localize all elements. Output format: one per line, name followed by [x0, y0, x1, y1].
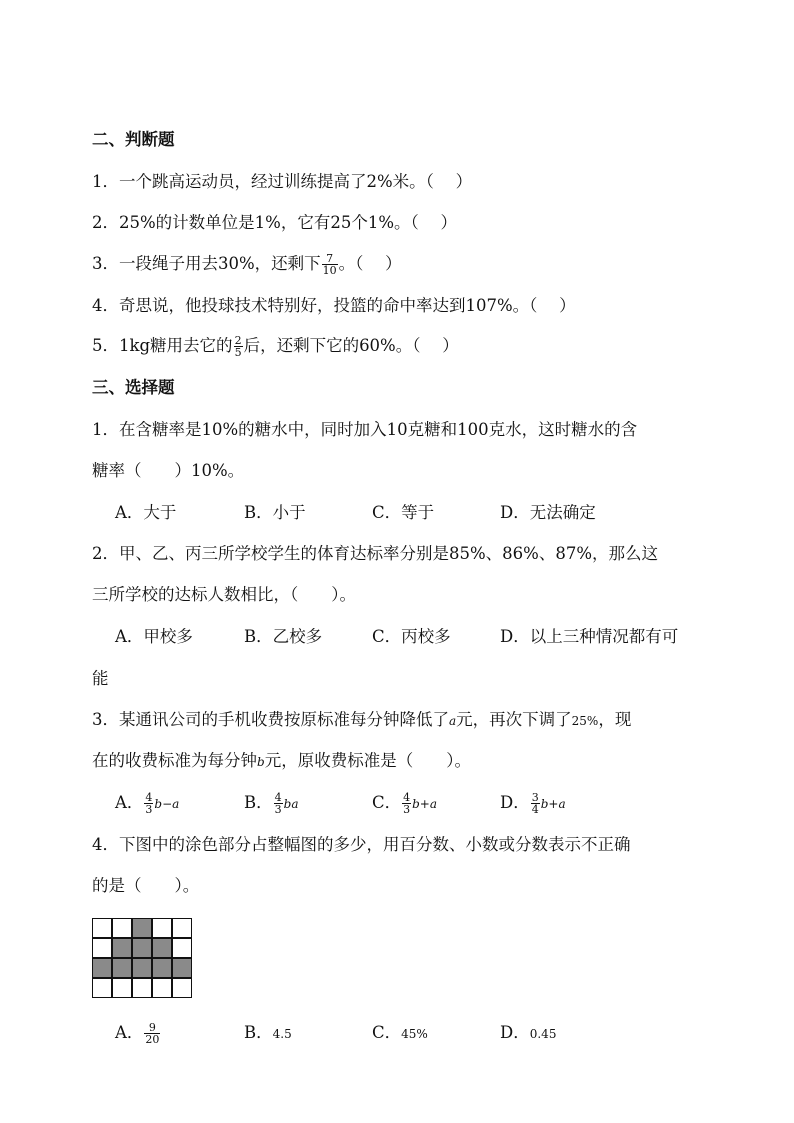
judge-q3-tail: 。（ ）: [338, 254, 402, 273]
grid-cell: [152, 918, 172, 938]
fraction-numerator: 9: [144, 1022, 160, 1034]
choice-q2-line2: 三所学校的达标人数相比，（ ）。: [92, 585, 356, 604]
option-value: 45%: [401, 1027, 428, 1041]
fraction-numerator: 3: [531, 791, 539, 804]
choice-q1-option-d[interactable]: D．无法确定: [500, 503, 596, 522]
choice-q1-line2: 糖率（ ）10%。: [92, 461, 245, 480]
grid-cell: [92, 978, 112, 998]
option-label: C．: [372, 793, 402, 812]
fraction-denominator: 20: [145, 1033, 160, 1046]
fraction-numerator: 4: [145, 791, 153, 804]
choice-q2-option-b[interactable]: B．乙校多: [244, 627, 323, 646]
grid-cell: [112, 918, 132, 938]
choice-q3-text-a: 3．某通讯公司的手机收费按原标准每分钟降低了: [92, 710, 449, 729]
option-label: D．: [500, 793, 530, 812]
choice-q3-text-c: ，现: [598, 710, 632, 729]
grid-cell-shaded: [132, 958, 152, 978]
section-choice-title: 三、选择题: [92, 378, 175, 397]
percent-value: 25%: [571, 714, 599, 728]
choice-q2-option-c[interactable]: C．丙校多: [372, 627, 451, 646]
grid-cell-shaded: [112, 938, 132, 958]
grid-cell-shaded: [152, 958, 172, 978]
fraction-denominator: 4: [531, 803, 539, 816]
judge-q5-tail: 后，还剩下它的60%。（ ）: [243, 336, 459, 355]
option-label: C．: [372, 1023, 402, 1042]
choice-q3-line2: [92, 749, 471, 774]
grid-cell-shaded: [112, 958, 132, 978]
choice-q3-line1: [92, 708, 631, 733]
grid-cell: [172, 918, 192, 938]
choice-q3-text-d: 在的收费标准为每分钟: [92, 751, 257, 770]
fraction: [144, 792, 153, 815]
judge-q2: 2．25%的计数单位是1%，它有25个1%。（ ）: [92, 213, 458, 232]
option-value: 4.5: [272, 1027, 292, 1041]
grid-cell-shaded: [132, 938, 152, 958]
judge-q4: 4．奇思说，他投球技术特别好，投篮的命中率达到107%。（ ）: [92, 296, 576, 315]
choice-q4-option-b[interactable]: [244, 1021, 292, 1046]
grid-cell: [112, 978, 132, 998]
fraction: [531, 792, 540, 815]
choice-q3-text-b: 元，再次下调了: [456, 710, 572, 729]
fraction-numerator: 4: [403, 791, 411, 804]
choice-q4-option-d[interactable]: [500, 1021, 556, 1046]
grid-cell: [172, 978, 192, 998]
choice-q1-option-a[interactable]: A．大于: [115, 503, 177, 522]
grid-cell: [92, 918, 112, 938]
fraction-numerator: 2: [234, 334, 242, 347]
choice-q3-option-c[interactable]: [372, 791, 437, 816]
section-judgement-title: 二、判断题: [92, 130, 175, 149]
option-label: B．: [244, 793, 273, 812]
choice-q4-option-c[interactable]: [372, 1021, 428, 1046]
judge-q5-text: 5．1kg糖用去它的: [92, 336, 233, 355]
choice-q3-option-d[interactable]: [500, 791, 566, 816]
option-label: B．: [244, 1023, 273, 1042]
choice-q1-option-b[interactable]: B．小于: [244, 503, 306, 522]
choice-q4-line2: 的是（ ）。: [92, 876, 200, 895]
option-expression: ba: [283, 797, 299, 811]
option-expression: b−a: [154, 797, 180, 811]
choice-q2-option-d-cont: 能: [92, 669, 109, 688]
option-expression: b+a: [540, 797, 566, 811]
option-label: D．: [500, 1023, 530, 1042]
choice-q1-line1: 1．在含糖率是10%的糖水中，同时加入10克糖和100克水，这时糖水的含: [92, 420, 638, 439]
fraction-numerator: 4: [274, 791, 282, 804]
grid-cell: [172, 938, 192, 958]
fraction: [234, 335, 243, 358]
choice-q1-option-c[interactable]: C．等于: [372, 503, 435, 522]
fraction: [402, 792, 411, 815]
fraction-numerator: 7: [322, 253, 338, 265]
grid-cell-shaded: [152, 938, 172, 958]
choice-q3-text-e: 元，原收费标准是（ ）。: [264, 751, 471, 770]
fraction-denominator: 3: [145, 803, 153, 816]
choice-q2-option-a[interactable]: A．甲校多: [115, 627, 193, 646]
fraction: [144, 1022, 160, 1045]
option-expression: b+a: [412, 797, 438, 811]
grid-cell-shaded: [92, 958, 112, 978]
variable-a: a: [449, 714, 457, 728]
choice-q3-option-b[interactable]: [244, 791, 298, 816]
judge-q5: [92, 334, 459, 358]
judge-q3: [92, 252, 402, 276]
fraction-denominator: 3: [403, 803, 411, 816]
shaded-grid-figure: [92, 918, 192, 998]
fraction-denominator: 5: [234, 346, 242, 359]
choice-q3-option-a[interactable]: [115, 791, 179, 816]
grid-cell: [132, 978, 152, 998]
option-value: 0.45: [529, 1027, 557, 1041]
fraction: [274, 792, 283, 815]
fraction: [322, 253, 338, 276]
grid-cell: [152, 978, 172, 998]
judge-q1: 1．一个跳高运动员，经过训练提高了2%米。（ ）: [92, 172, 473, 191]
judge-q3-text: 3．一段绳子用去30%，还剩下: [92, 254, 321, 273]
choice-q4-option-a[interactable]: [115, 1021, 161, 1045]
choice-q2-line1: 2．甲、乙、丙三所学校学生的体育达标率分别是85%、86%、87%，那么这: [92, 544, 659, 563]
fraction-denominator: 3: [274, 803, 282, 816]
grid-cell-shaded: [132, 918, 152, 938]
choice-q2-option-d[interactable]: D．以上三种情况都有可: [500, 627, 679, 646]
variable-b: b: [257, 755, 265, 769]
option-label: A．: [115, 793, 144, 812]
option-label: A．: [115, 1023, 144, 1042]
grid-cell: [92, 938, 112, 958]
fraction-denominator: 10: [322, 264, 337, 277]
grid-cell-shaded: [172, 958, 192, 978]
choice-q4-line1: 4．下图中的涂色部分占整幅图的多少，用百分数、小数或分数表示不正确: [92, 835, 631, 854]
